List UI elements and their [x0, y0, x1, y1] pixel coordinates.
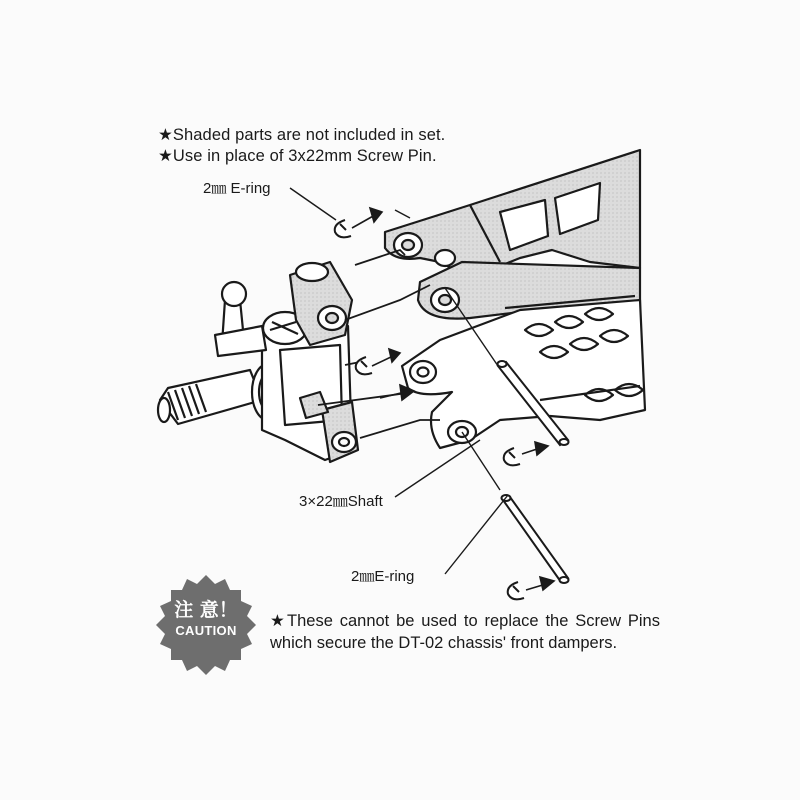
caution-badge-jp: 注 意！ — [174, 599, 238, 621]
lower-suspension-arm — [402, 300, 645, 448]
caution-badge — [156, 575, 256, 675]
label-e-ring-top: 2㎜ E-ring — [203, 180, 271, 197]
upper-suspension-arm — [385, 150, 640, 278]
caution-text: ★These cannot be used to replace the Screw Pins which secure the DT-02 chassis' front dampers. — [270, 612, 660, 652]
shaft-lower — [502, 495, 569, 583]
label-e-ring-bottom: 2㎜E-ring — [351, 568, 415, 585]
caution-badge-en: CAUTION — [175, 623, 237, 638]
label-shaft: 3×22㎜Shaft — [299, 493, 383, 510]
note-use-in-place: ★Use in place of 3x22mm Screw Pin. — [158, 147, 437, 165]
note-shaded-parts: ★Shaded parts are not included in set. — [158, 126, 446, 144]
hub-carrier — [158, 262, 358, 462]
